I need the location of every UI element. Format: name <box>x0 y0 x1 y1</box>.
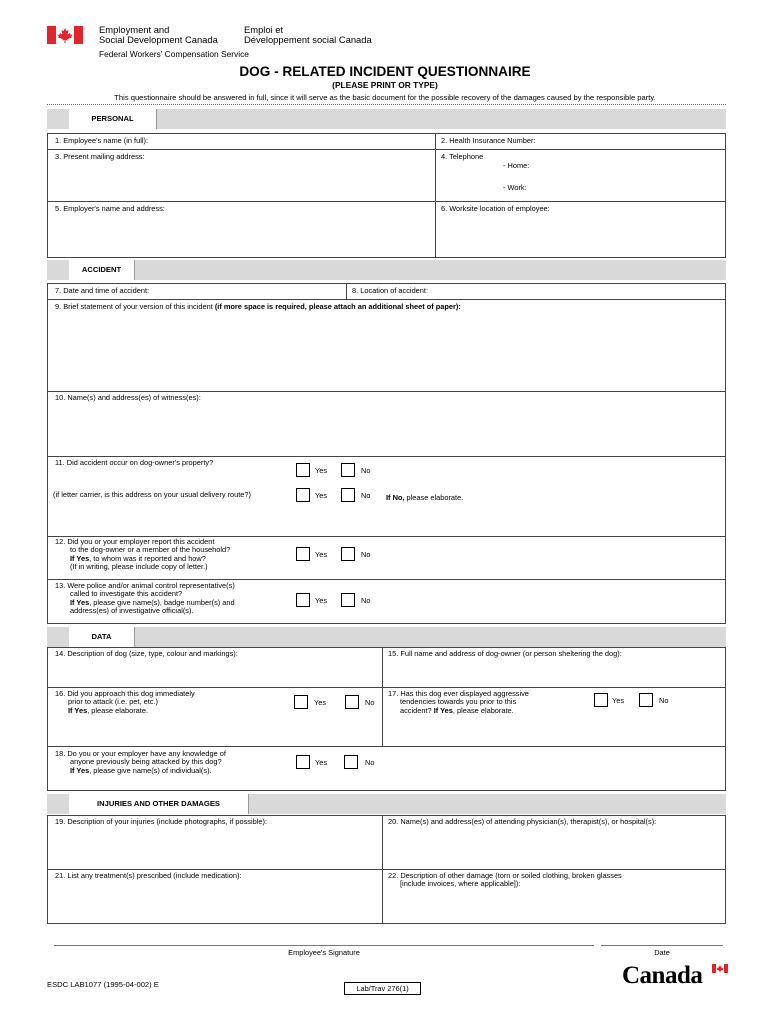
q11-yes-checkbox[interactable] <box>296 463 310 477</box>
q18-no-checkbox[interactable] <box>344 755 358 769</box>
q18-line1: 18. Do you or your employer have any knowledge of <box>55 749 226 758</box>
wordmark-flag-icon <box>712 964 728 973</box>
q16-line2: prior to attack (i.e. pet, etc.) <box>68 697 158 706</box>
worksite-label: 6. Worksite location of employee: <box>441 204 550 213</box>
q12-line2: to the dog-owner or a member of the household? <box>70 545 231 554</box>
q13-line4: address(es) of investigative official(s). <box>70 606 194 615</box>
other-damage-line1: 22. Description of other damage (torn or soiled clothing, broken glasses <box>388 871 622 880</box>
witnesses-label: 10. Name(s) and address(es) of witness(es): <box>55 393 201 402</box>
lab-trav-badge: Lab/Trav 276(1) <box>344 982 421 995</box>
q17-line1: 17. Has this dog ever displayed aggressive <box>388 689 529 698</box>
section-band-accident <box>47 260 726 280</box>
canada-wordmark-text: Canada <box>622 962 703 989</box>
form-number: ESDC LAB1077 (1995-04-002) E <box>47 980 159 989</box>
dept-name-en-line1: Employment and <box>99 24 170 35</box>
q18-yes-label: Yes <box>315 758 328 767</box>
section-title-personal: PERSONAL <box>69 109 157 129</box>
signature-label: Employee's Signature <box>288 948 360 957</box>
q11b-elaborate-label: If No, please elaborate. <box>386 493 464 502</box>
q11b-yes-label: Yes <box>315 491 328 500</box>
q18-no-label: No <box>365 758 375 767</box>
q11-label: 11. Did accident occur on dog-owner's property? <box>55 458 214 467</box>
q16-yes-checkbox[interactable] <box>294 695 308 709</box>
telephone-label: 4. Telephone <box>441 152 484 161</box>
q12-line3: If Yes, to whom was it reported and how? <box>70 554 206 563</box>
q13-yes-checkbox[interactable] <box>296 593 310 607</box>
q11-yes-label: Yes <box>315 466 328 475</box>
q13-no-checkbox[interactable] <box>341 593 355 607</box>
q17-line2: tendencies towards you prior to this <box>400 697 517 706</box>
q18-line2: anyone previously being attacked by this dog? <box>70 757 222 766</box>
date-line[interactable] <box>601 945 723 946</box>
q12-yes-label: Yes <box>315 550 328 559</box>
q16-no-checkbox[interactable] <box>345 695 359 709</box>
accident-location-label: 8. Location of accident: <box>352 286 429 295</box>
q17-yes-label: Yes <box>612 696 625 705</box>
q12-yes-checkbox[interactable] <box>296 547 310 561</box>
q13-no-label: No <box>361 596 371 605</box>
section-title-data: DATA <box>69 627 135 647</box>
q16-yes-label: Yes <box>314 698 327 707</box>
intro-text: This questionnaire should be answered in full, since it will serve as the basic document for the possible recovery of the damages caused by the responsible party. <box>114 93 656 102</box>
q16-line3: If Yes, please elaborate. <box>68 706 148 715</box>
form-title: DOG - RELATED INCIDENT QUESTIONNAIRE <box>239 64 531 79</box>
injuries-label: 19. Description of your injuries (include photographs, if possible): <box>55 817 267 826</box>
form-subtitle: (PLEASE PRINT OR TYPE) <box>332 80 438 90</box>
date-label: Date <box>654 948 670 957</box>
employer-label: 5. Employer's name and address: <box>55 204 165 213</box>
other-damage-line2: [include invoices, where applicable]): <box>400 879 521 888</box>
canada-flag-icon <box>47 26 83 44</box>
q11-no-label: No <box>361 466 371 475</box>
telephone-home-label: - Home: <box>503 161 530 170</box>
q12-line1: 12. Did you or your employer report this accident <box>55 537 215 546</box>
telephone-work-label: - Work: <box>503 183 527 192</box>
section-title-injuries: INJURIES AND OTHER DAMAGES <box>69 794 249 814</box>
mailing-address-label: 3. Present mailing address: <box>55 152 145 161</box>
treatment-label: 21. List any treatment(s) prescribed (include medication): <box>55 871 242 880</box>
q18-line3: If Yes, please give name(s) of individual(s). <box>70 766 212 775</box>
q11b-label: (if letter carrier, is this address on your usual delivery route?) <box>53 490 251 499</box>
incident-statement-field[interactable] <box>47 299 726 392</box>
dept-name-en-line2: Social Development Canada <box>99 34 218 45</box>
q16-line1: 16. Did you approach this dog immediately <box>55 689 195 698</box>
canada-wordmark <box>622 962 732 992</box>
incident-statement-label: 9. Brief statement of your version of this incident (if more space is required, please attach an additional sheet of paper): <box>55 302 461 311</box>
employee-name-label: 1. Employee's name (in full): <box>55 136 149 145</box>
dog-description-label: 14. Description of dog (size, type, colour and markings): <box>55 649 238 658</box>
q13-line3: If Yes, please give name(s), badge number(s) and <box>70 598 235 607</box>
section-band-data <box>47 627 726 647</box>
dog-owner-label: 15. Full name and address of dog-owner (or person sheltering the dog): <box>388 649 622 658</box>
health-insurance-label: 2. Health Insurance Number: <box>441 136 536 145</box>
section-band-injuries <box>47 794 726 814</box>
signature-line[interactable] <box>54 945 594 946</box>
intro-divider <box>47 104 726 105</box>
q12-no-checkbox[interactable] <box>341 547 355 561</box>
q11b-no-label: No <box>361 491 371 500</box>
q17-yes-checkbox[interactable] <box>594 693 608 707</box>
q13-yes-label: Yes <box>315 596 328 605</box>
section-title-accident: ACCIDENT <box>69 260 135 280</box>
q17-line3: accident? If Yes, please elaborate. <box>400 706 514 715</box>
physicians-label: 20. Name(s) and address(es) of attending physician(s), therapist(s), or hospital(s): <box>388 817 657 826</box>
q13-line1: 13. Were police and/or animal control representative(s) <box>55 581 235 590</box>
section-band-personal <box>47 109 726 129</box>
service-name: Federal Workers' Compensation Service <box>99 49 249 59</box>
accident-date-label: 7. Date and time of accident: <box>55 286 150 295</box>
q12-no-label: No <box>361 550 371 559</box>
q18-yes-checkbox[interactable] <box>296 755 310 769</box>
q12-line4: (If in writing, please include copy of letter.) <box>70 562 208 571</box>
q13-line2: called to investigate this accident? <box>70 589 183 598</box>
q11b-yes-checkbox[interactable] <box>296 488 310 502</box>
q17-no-label: No <box>659 696 669 705</box>
q11-no-checkbox[interactable] <box>341 463 355 477</box>
q16-no-label: No <box>365 698 375 707</box>
q17-no-checkbox[interactable] <box>639 693 653 707</box>
dept-name-fr-line1: Emploi et <box>244 24 284 35</box>
q11b-no-checkbox[interactable] <box>341 488 355 502</box>
dept-name-fr-line2: Développement social Canada <box>244 34 372 45</box>
